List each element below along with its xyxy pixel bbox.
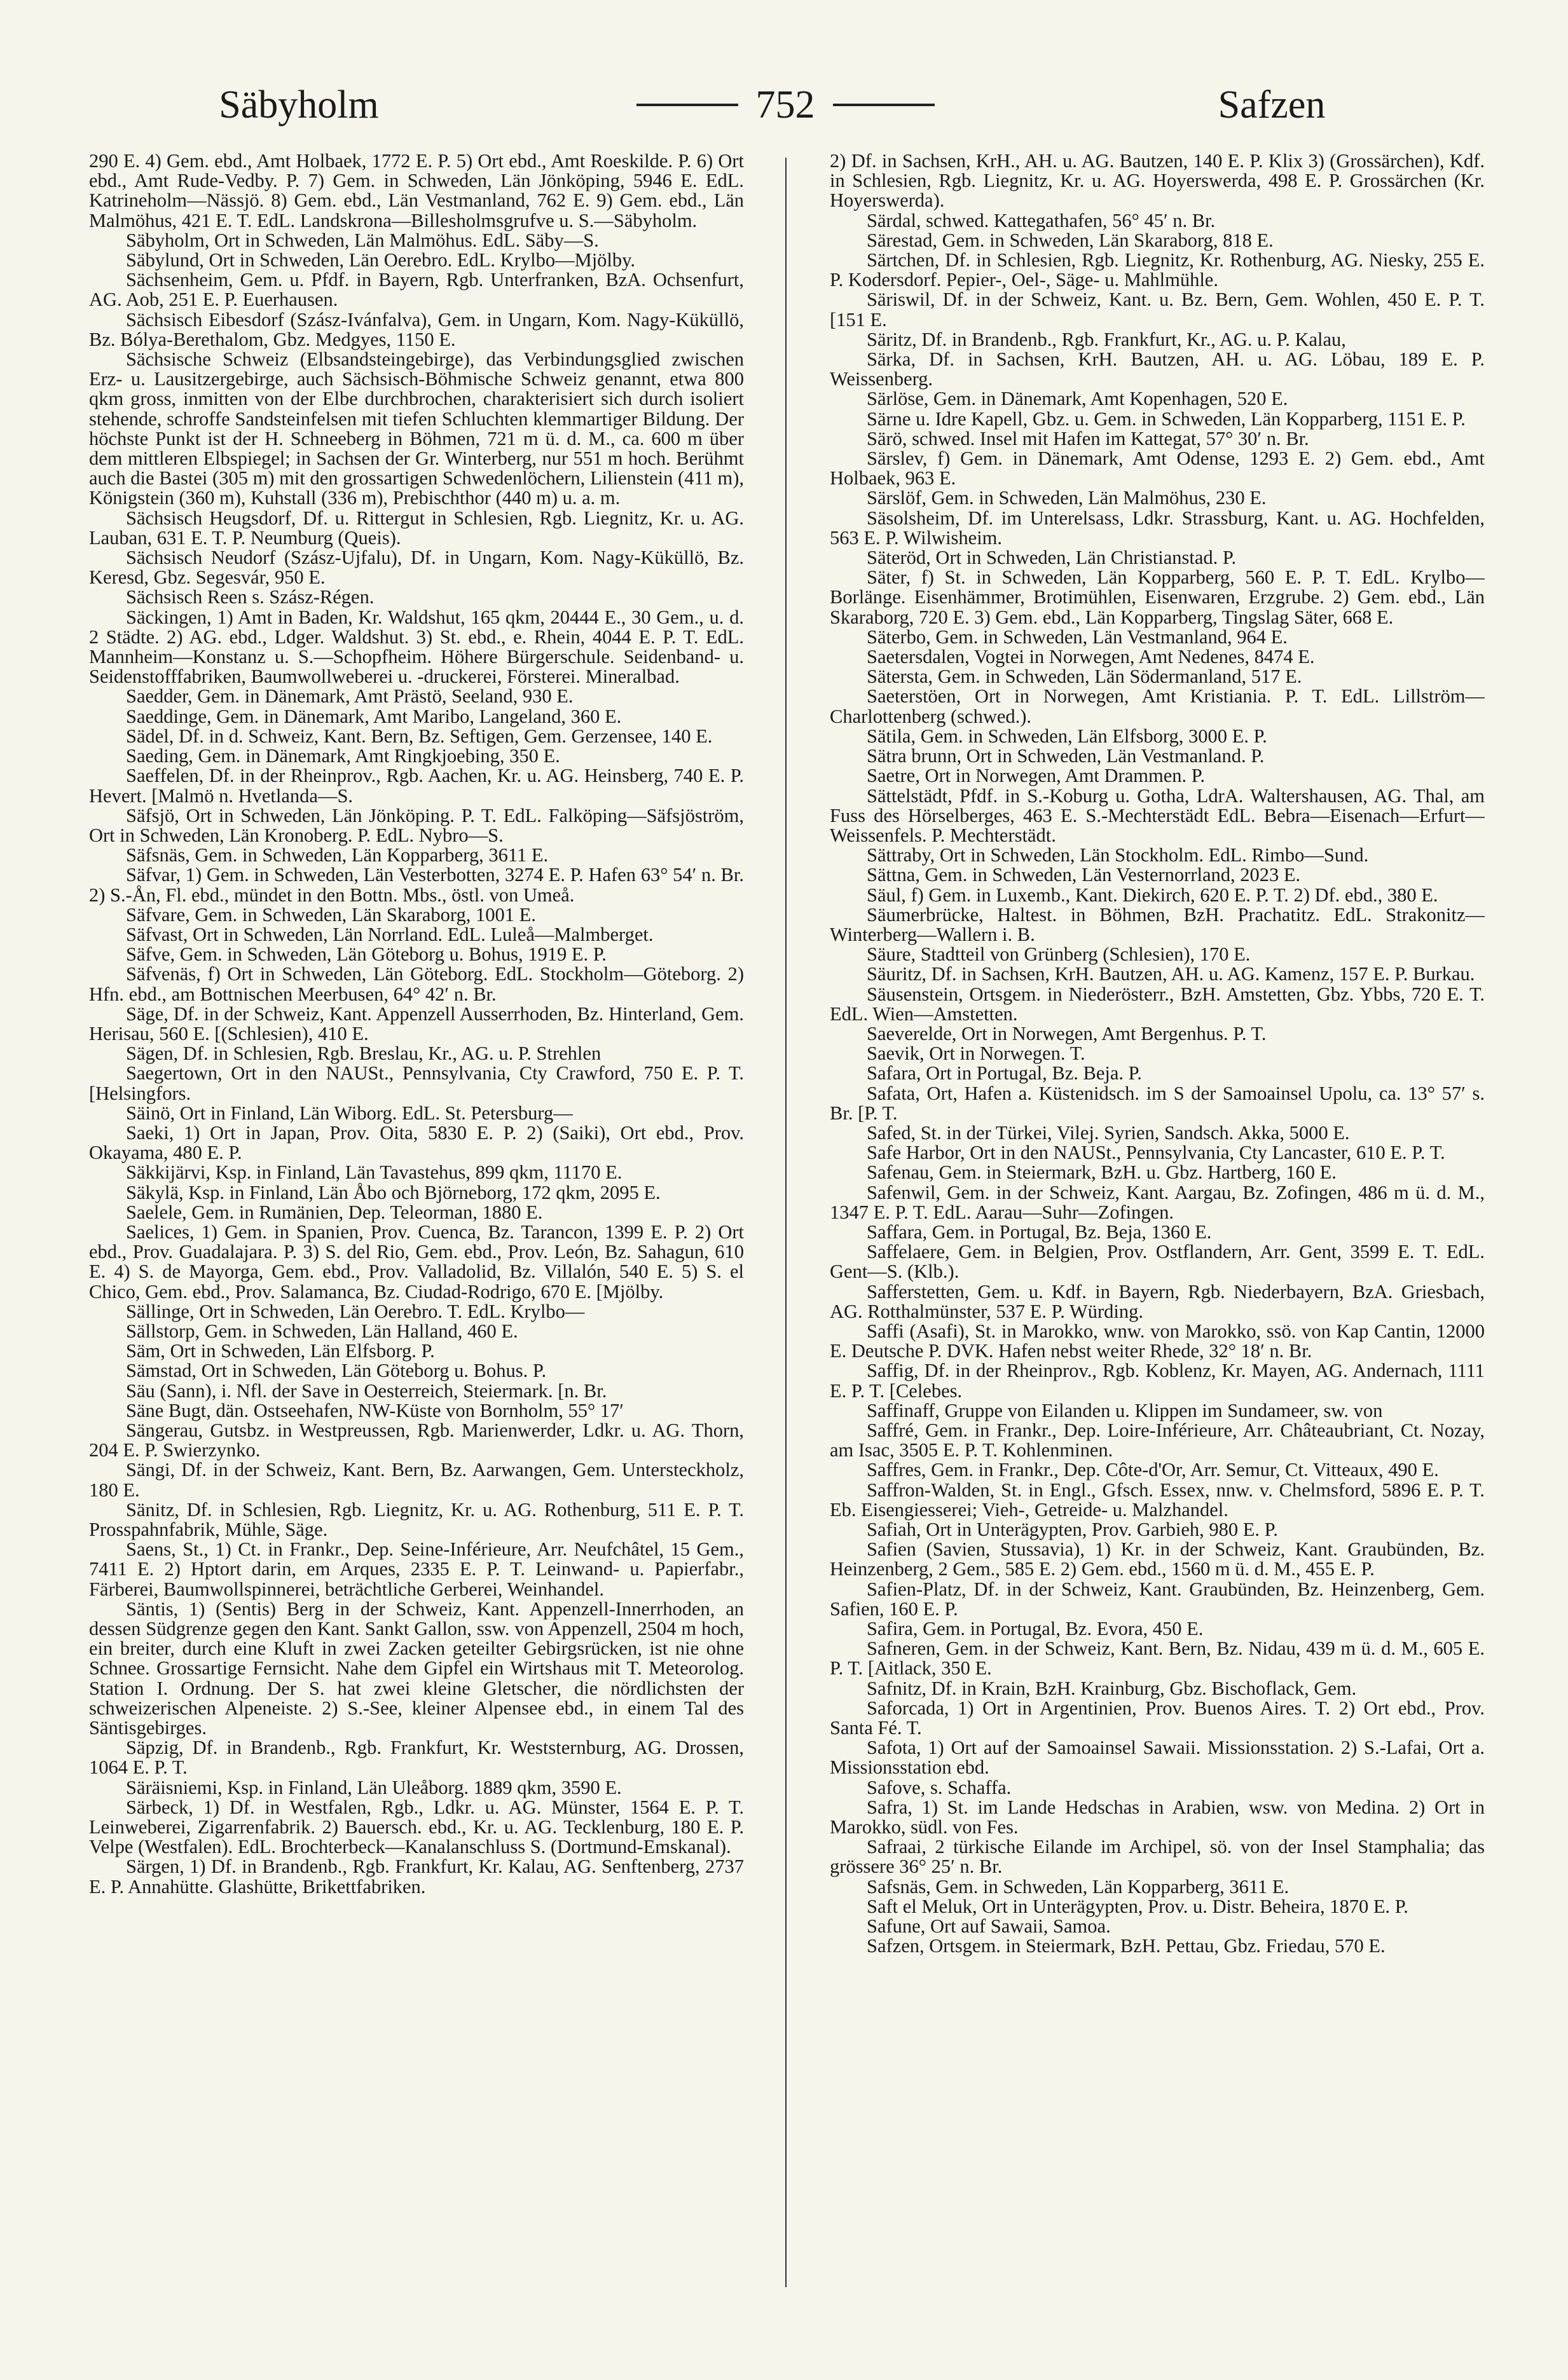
dictionary-entry: Safenau, Gem. in Steiermark, BzH. u. Gbz. Hartberg, 160 E. [867, 1161, 1337, 1184]
dictionary-entry: Sädel, Df. in d. Schweiz, Kant. Bern, Bz. Seftigen, Gem. Gerzensee, 140 E. [126, 725, 713, 747]
dictionary-entry: Sächsisch Reen s. Szász-Régen. [126, 586, 375, 608]
dictionary-entry: Säfvast, Ort in Schweden, Län Norrland. EdL. Luleå—Malmberget. [126, 923, 654, 945]
page-header [95, 70, 1475, 140]
dictionary-entry: Safien-Platz, Df. in der Schweiz, Kant. Graubünden, Bz. Heinzenberg, Gem. Safien, 160 E. P. [830, 1578, 1485, 1620]
dictionary-entry: Saens, St., 1) Ct. in Frankr., Dep. Seine-Inférieure, Arr. Neufchâtel, 15 Gem., 7411 E. 2) Hptort darin, em Arques, 2335 E. P. T. Leinwand- u. Papierfabr., Färberei, Baumwollspinnerei, beträchtliche Gerberei, Weinhandel. [89, 1538, 744, 1600]
dictionary-entry: Säpzig, Df. in Brandenb., Rgb. Frankfurt, Kr. Weststernburg, AG. Drossen, 1064 E. P. T. [89, 1737, 744, 1779]
dictionary-entry: Säuritz, Df. in Sachsen, KrH. Bautzen, AH. u. AG. Kamenz, 157 E. P. Burkau. [867, 963, 1475, 985]
dictionary-entry: Safota, 1) Ort auf der Samoainsel Sawaii. Missionsstation. 2) S.-Lafai, Ort a. Missionsstation ebd. [830, 1737, 1485, 1779]
dictionary-entry: Säteröd, Ort in Schweden, Län Christianstad. P. [867, 547, 1237, 569]
header-first-entry: Säbyholm [219, 83, 379, 127]
dictionary-entry: Säfsnäs, Gem. in Schweden, Län Kopparberg, 3611 E. [126, 844, 549, 866]
dictionary-entry: Sänitz, Df. in Schlesien, Rgb. Liegnitz, Kr. u. AG. Rothenburg, 511 E. P. T. Prosspahnfabrik, Mühle, Säge. [89, 1498, 744, 1541]
dictionary-entry: Safsnäs, Gem. in Schweden, Län Kopparberg, 3611 E. [867, 1875, 1289, 1898]
dictionary-entry: Säter, f) St. in Schweden, Län Kopparberg, 560 E. P. T. EdL. Krylbo—Borlänge. Eisenhämmer, Brotimühlen, Eisenwaren, Erzgrube. 2) Gem. ebd., Län Skaraborg, 720 E. 3) Gem. ebd., Län Kopparberg, Tingslag Säter, 668 E. [830, 566, 1485, 628]
dictionary-entry: Särtchen, Df. in Schlesien, Rgb. Liegnitz, Kr. Rothenburg, AG. Niesky, 255 E. P. Kodersdorf. Pepier-, Oel-, Säge- u. Mahlmühle. [830, 249, 1485, 291]
dictionary-entry: Säbyholm, Ort in Schweden, Län Malmöhus. EdL. Säby—S. [126, 229, 599, 251]
dictionary-entry: Säinö, Ort in Finland, Län Wiborg. EdL. St. Petersburg— [126, 1102, 573, 1124]
dictionary-entry: Saffres, Gem. in Frankr., Dep. Côte-d'Or, Arr. Semur, Ct. Vitteaux, 490 E. [867, 1459, 1439, 1481]
dictionary-entry: Sättelstädt, Pfdf. in S.-Koburg u. Gotha, LdrA. Waltershausen, AG. Thal, am Fuss des Hörselberges, 463 E. S.-Mechterstädt EdL. Bebra—Eisenach—Erfurt—Weissenfels. P. Mechterstädt. [830, 784, 1485, 846]
dictionary-entry: Sägen, Df. in Schlesien, Rgb. Breslau, Kr., AG. u. P. Strehlen [126, 1043, 602, 1065]
dictionary-entry: Särbeck, 1) Df. in Westfalen, Rgb., Ldkr. u. AG. Münster, 1564 E. P. T. Leinweberei, Zigarrenfabrik. 2) Bauersch. ebd., Kr. u. AG. Tecklenburg, 180 E. P. Velpe (Westfalen). EdL. Brochterbeck—Kanalanschluss S. (Dortmund-Emskanal). [89, 1796, 744, 1858]
dictionary-entry: Sängi, Df. in der Schweiz, Kant. Bern, Bz. Aarwangen, Gem. Untersteckholz, 180 E. [89, 1459, 744, 1501]
dictionary-entry: Saeddinge, Gem. in Dänemark, Amt Maribo, Langeland, 360 E. [126, 705, 622, 727]
dictionary-entry: Sächsische Schweiz (Elbsandsteingebirge), das Verbindungsglied zwischen Erz- u. Lausitzergebirge, auch Sächsisch-Böhmische Schweiz genannt, etwa 800 qkm gross, inmitten von der Elbe durchbrochen, charakterisiert sich durch isoliert stehende, schroffe Sandsteinfelsen mit tiefen Schluchten klemmartiger Bildung. Der höchste Punkt ist der H. Schneeberg in Böhmen, 721 m ü. d. M., ca. 600 m über dem mittleren Elbspiegel; in Sachsen der Gr. Winterberg, nur 551 m hoch. Berühmt auch die Bastei (305 m) mit den grossartigen Schwedenlöchern, Lilienstein (411 m), Königstein (360 m), Kuhstall (336 m), Prebischthor (440 m) u. a. m. [89, 348, 744, 509]
dictionary-entry: Särslev, f) Gem. in Dänemark, Amt Odense, 1293 E. 2) Gem. ebd., Amt Holbaek, 963 E. [830, 448, 1485, 489]
dictionary-entry: Säsolsheim, Df. im Unterelsass, Ldkr. Strassburg, Kant. u. AG. Hochfelden, 563 E. P. Wilwisheim. [830, 507, 1485, 549]
dictionary-entry: Särne u. Idre Kapell, Gbz. u. Gem. in Schweden, Län Kopparberg, 1151 E. P. [867, 407, 1466, 430]
dictionary-entry: Säkylä, Ksp. in Finland, Län Åbo och Björneborg, 172 qkm, 2095 E. [126, 1181, 661, 1203]
dictionary-entry: Säritz, Df. in Brandenb., Rgb. Frankfurt, Kr., AG. u. P. Kalau, [867, 328, 1346, 350]
dictionary-entry: Saevik, Ort in Norwegen. T. [867, 1043, 1085, 1065]
dictionary-entry: Saffinaff, Gruppe von Eilanden u. Klippen im Sundameer, sw. von [867, 1399, 1383, 1421]
dictionary-entry: Sättna, Gem. in Schweden, Län Vesternorrland, 2023 E. [867, 864, 1301, 886]
dictionary-entry: Säriswil, Df. in der Schweiz, Kant. u. Bz. Bern, Gem. Wohlen, 450 E. P. T. [151 E. [830, 289, 1485, 331]
dictionary-entry: Safien (Savien, Stussavia), 1) Kr. in der Schweiz, Kant. Graubünden, Bz. Heinzenberg, 2 Gem., 585 E. 2) Gem. ebd., 1560 m ü. d. M., 455 E. P. [830, 1538, 1485, 1580]
dictionary-entry: Safferstetten, Gem. u. Kdf. in Bayern, Rgb. Niederbayern, BzA. Griesbach, AG. Rotthalmünster, 537 E. P. Würding. [830, 1280, 1485, 1322]
dictionary-entry: Safra, 1) St. im Lande Hedschas in Arabien, wsw. von Medina. 2) Ort in Marokko, südl. von Fes. [830, 1796, 1485, 1838]
dictionary-entry: Sättraby, Ort in Schweden, Län Stockholm. EdL. Rimbo—Sund. [867, 844, 1369, 866]
dictionary-entry: Säumerbrücke, Haltest. in Böhmen, BzH. Prachatitz. EdL. Strakonitz—Winterberg—Wallern i. B. [830, 903, 1485, 945]
dictionary-entry: Särslöf, Gem. in Schweden, Län Malmöhus, 230 E. [867, 487, 1267, 509]
dictionary-entry: Safe Harbor, Ort in den NAUSt., Pennsylvania, Cty Lancaster, 610 E. P. T. [867, 1142, 1445, 1164]
dictionary-entry: Safraai, 2 türkische Eilande im Archipel, sö. von der Insel Stamphalia; das grössere 36° 25′ n. Br. [830, 1836, 1485, 1878]
dictionary-entry: Saffi (Asafi), St. in Marokko, wnw. von Marokko, ssö. von Kap Cantin, 12000 E. Deutsche P. DVK. Hafen nebst weiter Rhede, 32° 18′ n. Br. [830, 1320, 1485, 1362]
dictionary-entry: Saetre, Ort in Norwegen, Amt Drammen. P. [867, 765, 1205, 787]
dictionary-entry: Sächsisch Heugsdorf, Df. u. Rittergut in Schlesien, Rgb. Liegnitz, Kr. u. AG. Lauban, 631 E. T. P. Neumburg (Queis). [89, 507, 744, 549]
dictionary-entry: Säu (Sann), i. Nfl. der Save in Oesterreich, Steiermark. [n. Br. [126, 1379, 607, 1402]
dictionary-entry: Säkkijärvi, Ksp. in Finland, Län Tavastehus, 899 qkm, 11170 E. [126, 1161, 622, 1184]
dictionary-entry: Safzen, Ortsgem. in Steiermark, BzH. Pettau, Gbz. Friedau, 570 E. [867, 1935, 1386, 1957]
dictionary-entry: Saelele, Gem. in Rumänien, Dep. Teleorman, 1880 E. [126, 1201, 543, 1223]
page-number: 752 [755, 83, 815, 127]
header-rule-right [833, 104, 935, 106]
dictionary-entry: Saeverelde, Ort in Norwegen, Amt Bergenhus. P. T. [867, 1022, 1267, 1044]
dictionary-entry: Säfvenäs, f) Ort in Schweden, Län Göteborg. EdL. Stockholm—Göteborg. 2) Hfn. ebd., am Bottnischen Meerbusen, 64° 42′ n. Br. [89, 963, 744, 1005]
left-column [89, 151, 744, 2300]
dictionary-entry: Säterstа, Gem. in Schweden, Län Södermanland, 517 E. [867, 666, 1302, 688]
dictionary-entry: Saeffelen, Df. in der Rheinprov., Rgb. Aachen, Kr. u. AG. Heinsberg, 740 E. P. Hevert. [Malmö n. Hvetlanda—S. [89, 765, 744, 807]
dictionary-entry: Saffig, Df. in der Rheinprov., Rgb. Koblenz, Kr. Mayen, AG. Andernach, 1111 E. P. T. [Celebes. [830, 1360, 1485, 1402]
dictionary-entry: Saetersdalen, Vogtei in Norwegen, Amt Nedenes, 8474 E. [867, 646, 1315, 668]
dictionary-entry: Säfve, Gem. in Schweden, Län Göteborg u. Bohus, 1919 E. P. [126, 943, 607, 966]
dictionary-entry: 2) Df. in Sachsen, KrH., AH. u. AG. Bautzen, 140 E. P. Klix 3) (Grossärchen), Kdf. in Schlesien, Rgb. Liegnitz, Kr. u. AG. Hoyerswerda, 498 E. P. Grossärchen (Kr. Hoyerswerda). [830, 151, 1485, 212]
text-columns [89, 151, 1485, 2300]
dictionary-entry: Saelices, 1) Gem. in Spanien, Prov. Cuenca, Bz. Tarancon, 1399 E. P. 2) Ort ebd., Prov. Guadalajara. P. 3) S. del Rio, Gem. ebd., Prov. León, Bz. Sahagun, 610 E. 4) S. de Mayorga, Gem. ebd., Prov. Valladolid, Bz. Villalón, 540 E. 5) S. el Chico, Gem. ebd., Prov. Salamanca, Bz. Ciudad-Rodrigo, 670 E. [Mjölby. [89, 1221, 744, 1303]
dictionary-entry: Säbylund, Ort in Schweden, Län Oerebro. EdL. Krylbo—Mjölby. [126, 249, 636, 271]
dictionary-entry: Säne Bugt, dän. Ostseehafen, NW-Küste von Bornholm, 55° 17′ [126, 1399, 624, 1421]
dictionary-entry: Säterbo, Gem. in Schweden, Län Vestmanland, 964 E. [867, 626, 1288, 648]
dictionary-entry: Särö, schwed. Insel mit Hafen im Kattegat, 57° 30′ n. Br. [867, 427, 1309, 449]
dictionary-entry: Saffré, Gem. in Frankr., Dep. Loire-Inférieure, Arr. Châteaubriant, Ct. Nozay, am Isac, 3505 E. P. T. Kohlenminen. [830, 1419, 1485, 1461]
dictionary-entry: Saffara, Gem. in Portugal, Bz. Beja, 1360 E. [867, 1221, 1212, 1243]
dictionary-entry: Sängerau, Gutsbz. in Westpreussen, Rgb. Marienwerder, Ldkr. u. AG. Thorn, 204 E. P. Swierzynko. [89, 1419, 744, 1461]
dictionary-entry: Saeterstöen, Ort in Norwegen, Amt Kristiania. P. T. EdL. Lillström—Charlottenberg (schwed.). [830, 685, 1485, 727]
dictionary-entry: Safove, s. Schaffa. [867, 1776, 1012, 1798]
dictionary-entry: Säfvar, 1) Gem. in Schweden, Län Vesterbotten, 3274 E. P. Hafen 63° 54′ n. Br. 2) S.-Ån, Fl. ebd., mündet in den Bottn. Mbs., östl. von Umeå. [89, 864, 744, 906]
dictionary-entry: Safune, Ort auf Sawaii, Samoa. [867, 1915, 1111, 1938]
dictionary-entry: Sällstorp, Gem. in Schweden, Län Halland, 460 E. [126, 1320, 518, 1342]
dictionary-entry: Säure, Stadtteil von Grünberg (Schlesien), 170 E. [867, 943, 1251, 966]
right-column [830, 151, 1485, 2300]
dictionary-entry: Saffron-Walden, St. in Engl., Gfsch. Essex, nnw. v. Chelmsford, 5896 E. P. T. Eb. Eisengiesserei; Vieh-, Getreide- u. Malzhandel. [830, 1479, 1485, 1521]
dictionary-entry: Safira, Gem. in Portugal, Bz. Evora, 450 E. [867, 1618, 1204, 1640]
dictionary-entry: Saegertown, Ort in den NAUSt., Pennsylvania, Cty Crawford, 750 E. P. T. [Helsingfors. [89, 1062, 744, 1104]
dictionary-entry: Säge, Df. in der Schweiz, Kant. Appenzell Ausserrhoden, Bz. Hinterland, Gem. Herisau, 560 E. [(Schlesien), 410 E. [89, 1002, 744, 1044]
dictionary-entry: Safed, St. in der Türkei, Vilej. Syrien, Sandsch. Akka, 5000 E. [867, 1121, 1350, 1144]
header-rule-left [636, 104, 738, 106]
dictionary-entry: Sätila, Gem. in Schweden, Län Elfsborg, 3000 E. P. [867, 725, 1267, 747]
dictionary-entry: Säul, f) Gem. in Luxemb., Kant. Diekirch, 620 E. P. T. 2) Df. ebd., 380 E. [867, 884, 1438, 906]
dictionary-entry: Safiah, Ort in Unterägypten, Prov. Garbieh, 980 E. P. [867, 1519, 1278, 1541]
dictionary-entry: Särestad, Gem. in Schweden, Län Skaraborg, 818 E. [867, 229, 1274, 251]
dictionary-entry: Säckingen, 1) Amt in Baden, Kr. Waldshut, 165 qkm, 20444 E., 30 Gem., u. d. 2 Städte. 2) AG. ebd., Ldger. Waldshut. 3) St. ebd., e. Rhein, 4044 E. P. T. EdL. Mannheim—Konstanz u. S.—Schopfheim. Höhere Bürgerschule. Seidenband- u. Seidenstofffabriken, Baumwollweberei u. -druckerei, Försterei. Mineralbad. [89, 606, 744, 688]
dictionary-entry: Safara, Ort in Portugal, Bz. Beja. P. [867, 1062, 1142, 1084]
column-divider [785, 158, 787, 2287]
dictionary-entry: Säntis, 1) (Sentis) Berg in der Schweiz, Kant. Appenzell-Innerrhoden, an dessen Südgrenze gegen den Kant. Sankt Gallon, ssw. von Appenzell, 2504 m hoch, ein breiter, durch eine Kluft in zwei Zacken geteilter Gebirgsrücken, ist nie ohne Schnee. Grossartige Fernsicht. Nahe dem Gipfel ein Wirtshaus mit T. Meteorolog. Station I. Ordnung. Der S. hat zwei kleine Gletscher, die nördlichsten der schweizerischen Alpeneiste. 2) S.-See, kleiner Alpensee ebd., in einem Tal des Säntisgebirges. [89, 1597, 744, 1739]
dictionary-entry: Saft el Meluk, Ort in Unterägypten, Prov. u. Distr. Beheira, 1870 E. P. [867, 1895, 1408, 1917]
dictionary-entry: Sächsisch Eibesdorf (Szász-Ivánfalva), Gem. in Ungarn, Kom. Nagy-Küküllö, Bz. Bólya-Berethalom, Gbz. Medgyes, 1150 E. [89, 308, 744, 350]
dictionary-entry: Säfvare, Gem. in Schweden, Län Skaraborg, 1001 E. [126, 903, 536, 926]
dictionary-entry: Sächsisch Neudorf (Szász-Ujfalu), Df. in Ungarn, Kom. Nagy-Küküllö, Bz. Keresd, Gbz. Segesvár, 950 E. [89, 547, 744, 589]
dictionary-entry: Safneren, Gem. in der Schweiz, Kant. Bern, Bz. Nidau, 439 m ü. d. M., 605 E. P. T. [Aitlack, 350 E. [830, 1638, 1485, 1679]
dictionary-entry: Safata, Ort, Hafen a. Küstenidsch. im S der Samoainsel Upolu, ca. 13° 57′ s. Br. [P. T. [830, 1082, 1485, 1124]
dictionary-entry: Safnitz, Df. in Krain, BzH. Krainburg, Gbz. Bischoflack, Gem. [867, 1677, 1357, 1699]
dictionary-entry: Saeki, 1) Ort in Japan, Prov. Oita, 5830 E. P. 2) (Saiki), Ort ebd., Prov. Okayama, 480 E. P. [89, 1121, 744, 1164]
dictionary-entry: Sämstad, Ort in Schweden, Län Göteborg u. Bohus. P. [126, 1360, 547, 1382]
header-last-entry: Safzen [1218, 83, 1326, 127]
dictionary-entry: Säm, Ort in Schweden, Län Elfsborg. P. [126, 1340, 435, 1362]
dictionary-entry: Särka, Df. in Sachsen, KrH. Bautzen, AH. u. AG. Löbau, 189 E. P. Weissenberg. [830, 348, 1485, 390]
dictionary-entry: Sächsenheim, Gem. u. Pfdf. in Bayern, Rgb. Unterfranken, BzA. Ochsenfurt, AG. Aob, 251 E. P. Euerhausen. [89, 269, 744, 311]
dictionary-entry: Särlöse, Gem. in Dänemark, Amt Kopenhagen, 520 E. [867, 388, 1288, 410]
dictionary-entry: Saforcada, 1) Ort in Argentinien, Prov. Buenos Aires. T. 2) Ort ebd., Prov. Santa Fé. T. [830, 1697, 1485, 1739]
dictionary-entry: Sätra brunn, Ort in Schweden, Län Vestmanland. P. [867, 745, 1265, 767]
dictionary-entry: Safenwil, Gem. in der Schweiz, Kant. Aargau, Bz. Zofingen, 486 m ü. d. M., 1347 E. P. T. EdL. Aarau—Suhr—Zofingen. [830, 1181, 1485, 1223]
dictionary-entry: Saffelaere, Gem. in Belgien, Prov. Ostflandern, Arr. Gent, 3599 E. T. EdL. Gent—S. (Klb.). [830, 1241, 1485, 1283]
dictionary-entry: 290 E. 4) Gem. ebd., Amt Holbaek, 1772 E. P. 5) Ort ebd., Amt Roeskilde. P. 6) Ort ebd., Amt Rude-Vedby. P. 7) Gem. in Schweden, Län Jönköping, 5946 E. EdL. Katrineholm—Nässjö. 8) Gem. ebd., Län Vestmanland, 762 E. 9) Gem. ebd., Län Malmöhus, 421 E. T. EdL. Landskrona—Billesholmsgrufve u. S.—Säbyholm. [89, 151, 744, 231]
dictionary-entry: Sällinge, Ort in Schweden, Län Oerebro. T. EdL. Krylbo— [126, 1300, 585, 1322]
dictionary-entry: Säräisniemi, Ksp. in Finland, Län Uleåborg. 1889 qkm, 3590 E. [126, 1776, 622, 1798]
dictionary-entry: Särgen, 1) Df. in Brandenb., Rgb. Frankfurt, Kr. Kalau, AG. Senftenberg, 2737 E. P. Annahütte. Glashütte, Brikettfabriken. [89, 1856, 744, 1898]
dictionary-entry: Säfsjö, Ort in Schweden, Län Jönköping. P. T. EdL. Falköping—Säfsjöström, Ort in Schweden, Län Kronoberg. P. EdL. Nybro—S. [89, 804, 744, 846]
dictionary-entry: Saedder, Gem. in Dänemark, Amt Prästö, Seeland, 930 E. [126, 685, 574, 708]
dictionary-entry: Saeding, Gem. in Dänemark, Amt Ringkjoebing, 350 E. [126, 745, 560, 767]
dictionary-entry: Särdal, schwed. Kattegathafen, 56° 45′ n. Br. [867, 209, 1216, 231]
header-page-number-group [636, 83, 935, 128]
dictionary-entry: Säusenstein, Ortsgem. in Niederösterr., BzH. Amstetten, Gbz. Ybbs, 720 E. T. EdL. Wien—Amstetten. [830, 983, 1485, 1025]
